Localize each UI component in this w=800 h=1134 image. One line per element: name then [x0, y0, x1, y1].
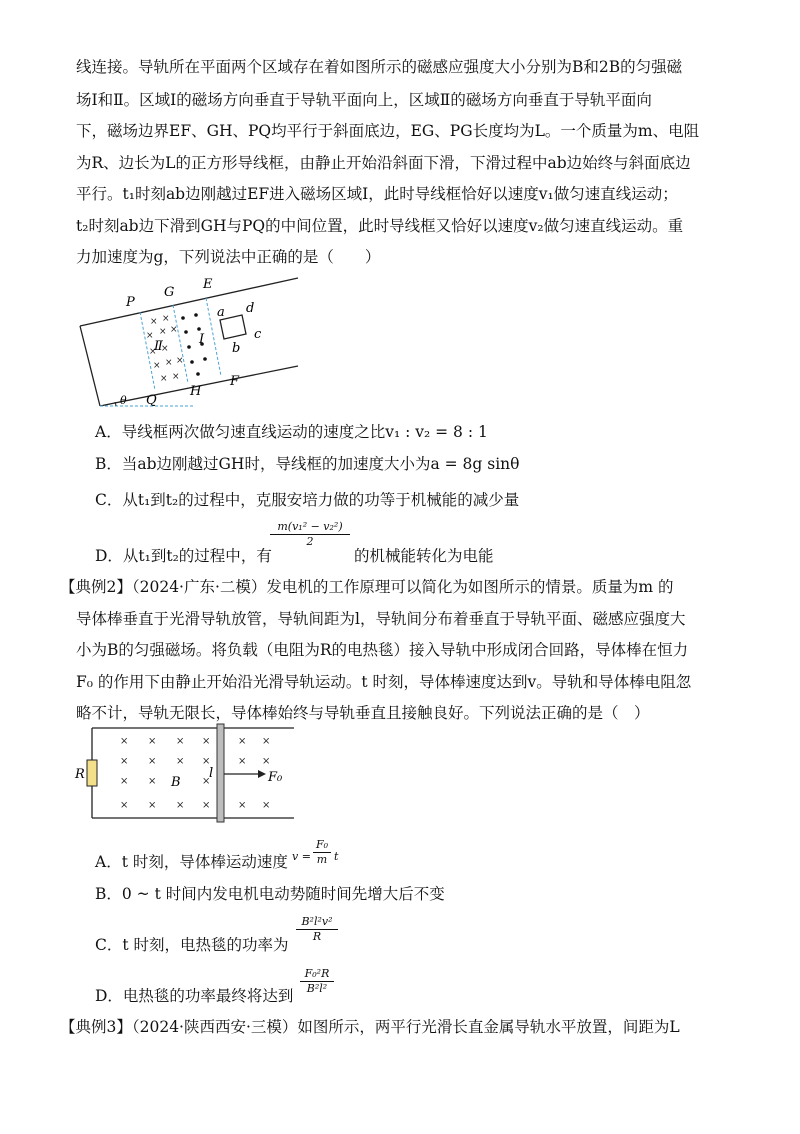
svg-text:×: ×	[176, 800, 185, 811]
p1-line-4: 为R、边长为L的正方形导线框，由静止开始沿斜面下滑，下滑过程中ab边始终与斜面底边	[76, 154, 691, 172]
p2-fraca-den: m	[313, 852, 331, 866]
svg-text:×: ×	[159, 327, 167, 337]
svg-text:×: ×	[176, 356, 184, 366]
p2-fracc-num: B²l²v²	[301, 915, 333, 928]
p2-fraca-tail: t	[334, 850, 339, 863]
p2-option-b: B．0 ~ t 时间内发电机电动势随时间先增大后不变	[95, 885, 445, 903]
p1-line-3: 下，磁场边界EF、GH、PQ均平行于斜面底边，EG、PG长度均为L。一个质量为m、电阻	[76, 122, 700, 140]
svg-text:×: ×	[165, 358, 173, 368]
label-E: E	[203, 277, 213, 292]
p1-line-5: 平行。t₁时刻ab边刚越过EF进入磁场区域Ⅰ，此时导线框恰好以速度v₁做匀速直线运动；	[76, 185, 678, 203]
p2-option-d: D．电热毯的功率最终将达到	[95, 987, 294, 1005]
svg-text:×: ×	[262, 800, 271, 811]
label-Q: Q	[146, 393, 157, 408]
p2-option-a: A．t 时刻，导体棒运动速度	[95, 853, 288, 871]
label-b: b	[232, 341, 241, 356]
p2-fracd-den: B²l²	[300, 981, 334, 995]
label-l: l	[209, 766, 214, 781]
svg-text:×: ×	[176, 756, 185, 767]
p1-line-1: 线连接。导轨所在平面两个区域存在着如图所示的磁感应强度大小分别为B和2B的匀强磁	[76, 58, 683, 76]
label-region-II: Ⅱ	[154, 339, 163, 354]
p1-line-6: t₂时刻ab边下滑到GH与PQ的中间位置，此时导线框又恰好以速度v₂做匀速直线运动。重	[76, 217, 684, 235]
p2-line-5: 略不计，导轨无限长，导体棒始终与导轨垂直且接触良好。下列说法正确的是（ ）	[76, 704, 650, 722]
p2-line-1: 【典例2】（2024·广东·二模）发电机的工作原理可以简化为如图所示的情景。质量为m 的	[60, 578, 674, 596]
label-F: F	[230, 374, 240, 389]
label-H: H	[190, 384, 202, 399]
label-a: a	[217, 305, 225, 320]
label-d: d	[246, 301, 255, 316]
p1-fracd-num: m(v₁² − v₂²)	[277, 520, 343, 533]
p2-fraca-lhs: v =	[292, 850, 311, 863]
svg-text:×: ×	[262, 736, 271, 747]
svg-text:×: ×	[202, 756, 211, 767]
svg-text:×: ×	[202, 800, 211, 811]
svg-text:×: ×	[162, 314, 170, 324]
p1-line-7: 力加速度为g，下列说法中正确的是（ ）	[76, 248, 381, 266]
p2-line-3: 小为B的匀强磁场。将负载（电阻为R的电热毯）接入导轨中形成闭合回路，导体棒在恒力	[76, 641, 689, 659]
p1-option-c: C．从t₁到t₂的过程中，克服安培力做的功等于机械能的减少量	[95, 491, 520, 509]
p2-option-c: C．t 时刻，电热毯的功率为	[95, 936, 289, 954]
p1-option-b: B．当ab边刚越过GH时，导线框的加速度大小为a = 8g sinθ	[95, 455, 520, 473]
p3-line-1: 【典例3】（2024·陕西西安·三模）如图所示，两平行光滑长直金属导轨水平放置，间距为L	[60, 1018, 680, 1036]
p2-line-4: F₀ 的作用下由静止开始沿光滑导轨运动。t 时刻，导体棒速度达到v。导轨和导体棒电阻忽	[76, 673, 692, 691]
p1-fracd-den: 2	[270, 534, 350, 548]
p2-fracd-num: F₀²R	[304, 967, 330, 980]
label-F0: F₀	[268, 770, 283, 785]
svg-text:×: ×	[238, 736, 247, 747]
p2-fracc-den: R	[296, 929, 338, 943]
svg-text:×: ×	[148, 776, 157, 787]
p1-line-2: 场Ⅰ和Ⅱ。区域Ⅰ的磁场方向垂直于导轨平面向上，区域Ⅱ的磁场方向垂直于导轨平面向	[76, 91, 652, 109]
p1-option-a: A．导线框两次做匀速直线运动的速度之比v₁ : v₂ = 8 : 1	[95, 423, 488, 441]
p2-option-a-fraction	[313, 838, 331, 866]
resistor-icon	[87, 760, 97, 786]
p2-option-c-fraction	[296, 915, 338, 943]
svg-text:×: ×	[160, 374, 168, 384]
force-arrow-icon	[258, 770, 266, 778]
p2-option-d-fraction	[300, 967, 334, 995]
svg-text:×: ×	[149, 347, 157, 357]
incline-figure	[70, 268, 300, 413]
svg-text:×: ×	[238, 756, 247, 767]
label-theta: θ	[120, 394, 127, 407]
svg-text:×: ×	[202, 736, 211, 747]
svg-text:×: ×	[238, 800, 247, 811]
p1-option-d-fraction	[270, 520, 350, 548]
svg-text:×: ×	[148, 800, 157, 811]
p2-fraca-num: F₀	[315, 838, 329, 851]
label-R: R	[75, 767, 85, 782]
conductor-rod	[217, 724, 224, 822]
svg-text:×: ×	[262, 756, 271, 767]
label-region-I: Ⅰ	[199, 332, 205, 347]
svg-text:×: ×	[170, 325, 178, 335]
p1-option-d: D．从t₁到t₂的过程中，有	[95, 547, 272, 565]
svg-text:×: ×	[120, 776, 129, 787]
svg-text:×: ×	[153, 361, 161, 371]
p2-line-2: 导体棒垂直于光滑导轨放管，导轨间距为l，导轨间分布着垂直于导轨平面、磁感应强度大	[76, 610, 686, 628]
svg-text:×: ×	[202, 776, 211, 787]
label-G: G	[164, 285, 175, 300]
svg-text:×: ×	[120, 756, 129, 767]
label-B: B	[171, 775, 181, 790]
svg-text:×: ×	[120, 736, 129, 747]
svg-text:×: ×	[172, 372, 180, 382]
svg-text:×: ×	[146, 331, 154, 341]
generator-figure	[72, 722, 297, 827]
label-P: P	[126, 295, 135, 310]
svg-text:×: ×	[120, 800, 129, 811]
svg-text:×: ×	[148, 756, 157, 767]
svg-text:×: ×	[148, 736, 157, 747]
svg-text:×: ×	[150, 317, 158, 327]
svg-text:×: ×	[161, 344, 169, 354]
p1-option-d-tail: 的机械能转化为电能	[354, 547, 494, 565]
label-c: c	[254, 327, 262, 342]
svg-text:×: ×	[176, 736, 185, 747]
